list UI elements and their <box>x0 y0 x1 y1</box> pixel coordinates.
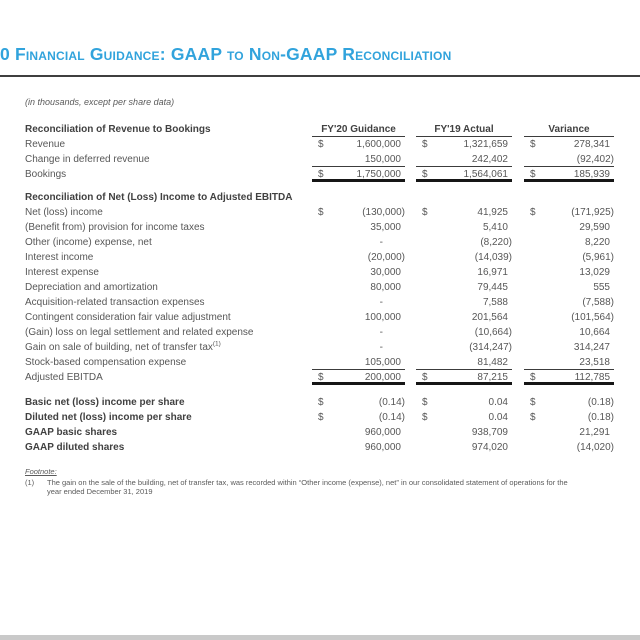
row-label: Diluted net (loss) income per share <box>25 412 192 423</box>
cell-value: 7,588 <box>482 297 508 308</box>
cell-value: (10,664) <box>474 327 512 338</box>
row-label: (Benefit from) provision for income taxes <box>25 222 205 233</box>
cell-value: 30,000 <box>370 267 401 278</box>
value-cell <box>416 280 512 295</box>
cell-value: 13,029 <box>579 267 610 278</box>
footnote-item <box>25 478 590 497</box>
value-cell <box>312 310 405 325</box>
table-row <box>25 250 614 265</box>
value-cell <box>524 220 614 235</box>
table-row <box>25 280 614 295</box>
cell-value: 35,000 <box>370 222 401 233</box>
table-row <box>25 370 614 385</box>
table-row <box>25 440 614 455</box>
table-row <box>25 205 614 220</box>
row-label: GAAP basic shares <box>25 427 118 438</box>
value-cell <box>524 340 614 355</box>
value-cell <box>312 205 405 220</box>
value-cell <box>312 295 405 310</box>
column-header: Variance <box>524 122 614 137</box>
cell-value: 974,020 <box>471 442 508 453</box>
value-cell <box>312 370 405 385</box>
value-cell <box>524 205 614 220</box>
section-title: Reconciliation of Revenue to Bookings <box>25 124 211 135</box>
row-label: Revenue <box>25 139 66 150</box>
table-section-per-share-data <box>25 395 614 455</box>
value-cell <box>524 425 614 440</box>
table-row <box>25 410 614 425</box>
cell-value: 0.04 <box>488 412 508 423</box>
cell-value: - <box>379 237 383 248</box>
cell-value: 960,000 <box>364 442 401 453</box>
value-cell <box>524 250 614 265</box>
cell-value: 0.04 <box>488 397 508 408</box>
table-row <box>25 310 614 325</box>
value-cell <box>416 220 512 235</box>
footnote-title: Footnote: <box>25 467 57 476</box>
dollar-sign: $ <box>422 207 428 218</box>
value-cell <box>524 370 614 385</box>
cell-value: 29,590 <box>579 222 610 233</box>
dollar-sign: $ <box>422 139 428 150</box>
row-label: Net (loss) income <box>25 207 103 218</box>
cell-value: 79,445 <box>477 282 508 293</box>
value-cell <box>312 325 405 340</box>
dollar-sign: $ <box>318 397 324 408</box>
value-cell <box>312 167 405 182</box>
cell-value: 16,971 <box>477 267 508 278</box>
bottom-bar <box>0 635 640 640</box>
value-cell <box>416 295 512 310</box>
reconciliation-table <box>25 122 614 455</box>
value-cell <box>416 355 512 370</box>
cell-value: 10,664 <box>579 327 610 338</box>
value-cell <box>416 395 512 410</box>
value-cell <box>524 235 614 250</box>
cell-value: 1,750,000 <box>356 169 401 180</box>
value-cell <box>312 425 405 440</box>
dollar-sign: $ <box>530 412 536 423</box>
cell-value: 23,518 <box>579 357 610 368</box>
section-header-row <box>25 122 614 137</box>
value-cell <box>312 137 405 152</box>
row-label: Acquisition-related transaction expenses <box>25 297 205 308</box>
cell-value: (0.18) <box>587 397 614 408</box>
table-row <box>25 265 614 280</box>
table-row <box>25 167 614 182</box>
footnote-ref: (1) <box>212 340 221 348</box>
cell-value: 5,410 <box>482 222 508 233</box>
value-cell <box>416 152 512 167</box>
cell-value: 21,291 <box>579 427 610 438</box>
table-row <box>25 355 614 370</box>
value-cell <box>312 152 405 167</box>
section-title: Reconciliation of Net (Loss) Income to Adjusted EBITDA <box>25 192 293 203</box>
title-rule <box>0 75 640 77</box>
cell-value: (14,020) <box>576 442 614 453</box>
value-cell <box>416 137 512 152</box>
cell-value: (7,588) <box>582 297 614 308</box>
value-cell <box>416 205 512 220</box>
value-cell <box>524 295 614 310</box>
cell-value: (314,247) <box>469 342 512 353</box>
row-label: Interest income <box>25 252 94 263</box>
value-cell <box>524 410 614 425</box>
cell-value: 41,925 <box>477 207 508 218</box>
column-header: FY'20 Guidance <box>312 122 405 137</box>
cell-value: (130,000) <box>362 207 405 218</box>
footnote-marker: (1) <box>25 477 35 487</box>
table-row <box>25 137 614 152</box>
value-cell <box>416 425 512 440</box>
value-cell <box>312 440 405 455</box>
column-header <box>416 190 512 205</box>
value-cell <box>524 395 614 410</box>
table-row <box>25 395 614 410</box>
table-section-revenue-to-bookings <box>25 122 614 182</box>
cell-value: 105,000 <box>364 357 401 368</box>
row-label: Stock-based compensation expense <box>25 357 187 368</box>
cell-value: 555 <box>593 282 610 293</box>
footnote <box>25 467 590 497</box>
value-cell <box>416 440 512 455</box>
value-cell <box>524 310 614 325</box>
page-title: 0 Financial Guidance: GAAP to Non-GAAP Reconciliation <box>0 44 452 64</box>
cell-value: (0.14) <box>378 412 405 423</box>
cell-value: 200,000 <box>364 372 401 383</box>
value-cell <box>416 410 512 425</box>
cell-value: 80,000 <box>370 282 401 293</box>
value-cell <box>312 410 405 425</box>
value-cell <box>416 370 512 385</box>
row-label: Adjusted EBITDA <box>25 372 103 383</box>
cell-value: (0.18) <box>587 412 614 423</box>
table-row <box>25 425 614 440</box>
row-label: (Gain) loss on legal settlement and related expense <box>25 327 254 338</box>
value-cell <box>312 280 405 295</box>
value-cell <box>524 137 614 152</box>
value-cell <box>524 152 614 167</box>
cell-value: (20,000) <box>367 252 405 263</box>
column-header: FY'19 Actual <box>416 122 512 137</box>
dollar-sign: $ <box>530 139 536 150</box>
cell-value: 278,341 <box>573 139 610 150</box>
cell-value: 242,402 <box>471 154 508 165</box>
cell-value: (171,925) <box>571 207 614 218</box>
row-label: Gain on sale of building, net of transfer tax$^{(1)}$ <box>25 340 221 353</box>
value-cell <box>416 340 512 355</box>
cell-value: 8,220 <box>584 237 610 248</box>
cell-value: (5,961) <box>582 252 614 263</box>
value-cell <box>524 440 614 455</box>
dollar-sign: $ <box>318 412 324 423</box>
cell-value: 185,939 <box>573 169 610 180</box>
value-cell <box>312 340 405 355</box>
cell-value: (14,039) <box>474 252 512 263</box>
section-header-row <box>25 190 614 205</box>
dollar-sign: $ <box>422 372 428 383</box>
value-cell <box>416 310 512 325</box>
row-label: Other (income) expense, net <box>25 237 152 248</box>
cell-value: 81,482 <box>477 357 508 368</box>
value-cell <box>416 325 512 340</box>
row-label: Depreciation and amortization <box>25 282 158 293</box>
cell-value: 87,215 <box>477 372 508 383</box>
table-row <box>25 152 614 167</box>
value-cell <box>312 235 405 250</box>
value-cell <box>312 250 405 265</box>
value-cell <box>416 235 512 250</box>
row-label: Contingent consideration fair value adjustment <box>25 312 231 323</box>
cell-value: 100,000 <box>364 312 401 323</box>
dollar-sign: $ <box>530 207 536 218</box>
value-cell <box>524 265 614 280</box>
cell-value: 1,321,659 <box>463 139 508 150</box>
table-row <box>25 235 614 250</box>
table-row <box>25 220 614 235</box>
cell-value: - <box>379 297 383 308</box>
dollar-sign: $ <box>318 372 324 383</box>
dollar-sign: $ <box>422 169 428 180</box>
row-label: Bookings <box>25 169 67 180</box>
row-label: Basic net (loss) income per share <box>25 397 185 408</box>
units-note: (in thousands, except per share data) <box>25 97 175 107</box>
cell-value: 960,000 <box>364 427 401 438</box>
row-label: Interest expense <box>25 267 99 278</box>
cell-value: - <box>379 342 383 353</box>
value-cell <box>312 220 405 235</box>
table-section-net-loss-income-to-adjusted-ebitda <box>25 190 614 385</box>
cell-value: (0.14) <box>378 397 405 408</box>
dollar-sign: $ <box>530 397 536 408</box>
cell-value: 314,247 <box>573 342 610 353</box>
cell-value: 1,600,000 <box>356 139 401 150</box>
dollar-sign: $ <box>530 169 536 180</box>
value-cell <box>312 395 405 410</box>
column-header <box>524 190 614 205</box>
cell-value: (101,564) <box>571 312 614 323</box>
dollar-sign: $ <box>318 139 324 150</box>
value-cell <box>524 167 614 182</box>
value-cell <box>524 355 614 370</box>
cell-value: (92,402) <box>576 154 614 165</box>
dollar-sign: $ <box>422 397 428 408</box>
table-row <box>25 340 614 355</box>
dollar-sign: $ <box>318 169 324 180</box>
cell-value: (8,220) <box>480 237 512 248</box>
cell-value: - <box>379 327 383 338</box>
value-cell <box>312 265 405 280</box>
row-label: Change in deferred revenue <box>25 154 150 165</box>
table-row <box>25 295 614 310</box>
value-cell <box>416 265 512 280</box>
dollar-sign: $ <box>318 207 324 218</box>
cell-value: 112,785 <box>574 372 610 383</box>
value-cell <box>312 355 405 370</box>
cell-value: 1,564,061 <box>463 169 508 180</box>
footnote-text: The gain on the sale of the building, net of transfer tax, was recorded within “Other income (expense), net” in our consolidated statement of operations for the year ended December 31, 2019 <box>47 477 568 496</box>
value-cell <box>416 250 512 265</box>
cell-value: 150,000 <box>364 154 401 165</box>
dollar-sign: $ <box>422 412 428 423</box>
column-header <box>312 190 405 205</box>
dollar-sign: $ <box>530 372 536 383</box>
value-cell <box>524 325 614 340</box>
value-cell <box>416 167 512 182</box>
value-cell <box>524 280 614 295</box>
cell-value: 201,564 <box>471 312 508 323</box>
table-row <box>25 325 614 340</box>
row-label: GAAP diluted shares <box>25 442 125 453</box>
cell-value: 938,709 <box>471 427 508 438</box>
